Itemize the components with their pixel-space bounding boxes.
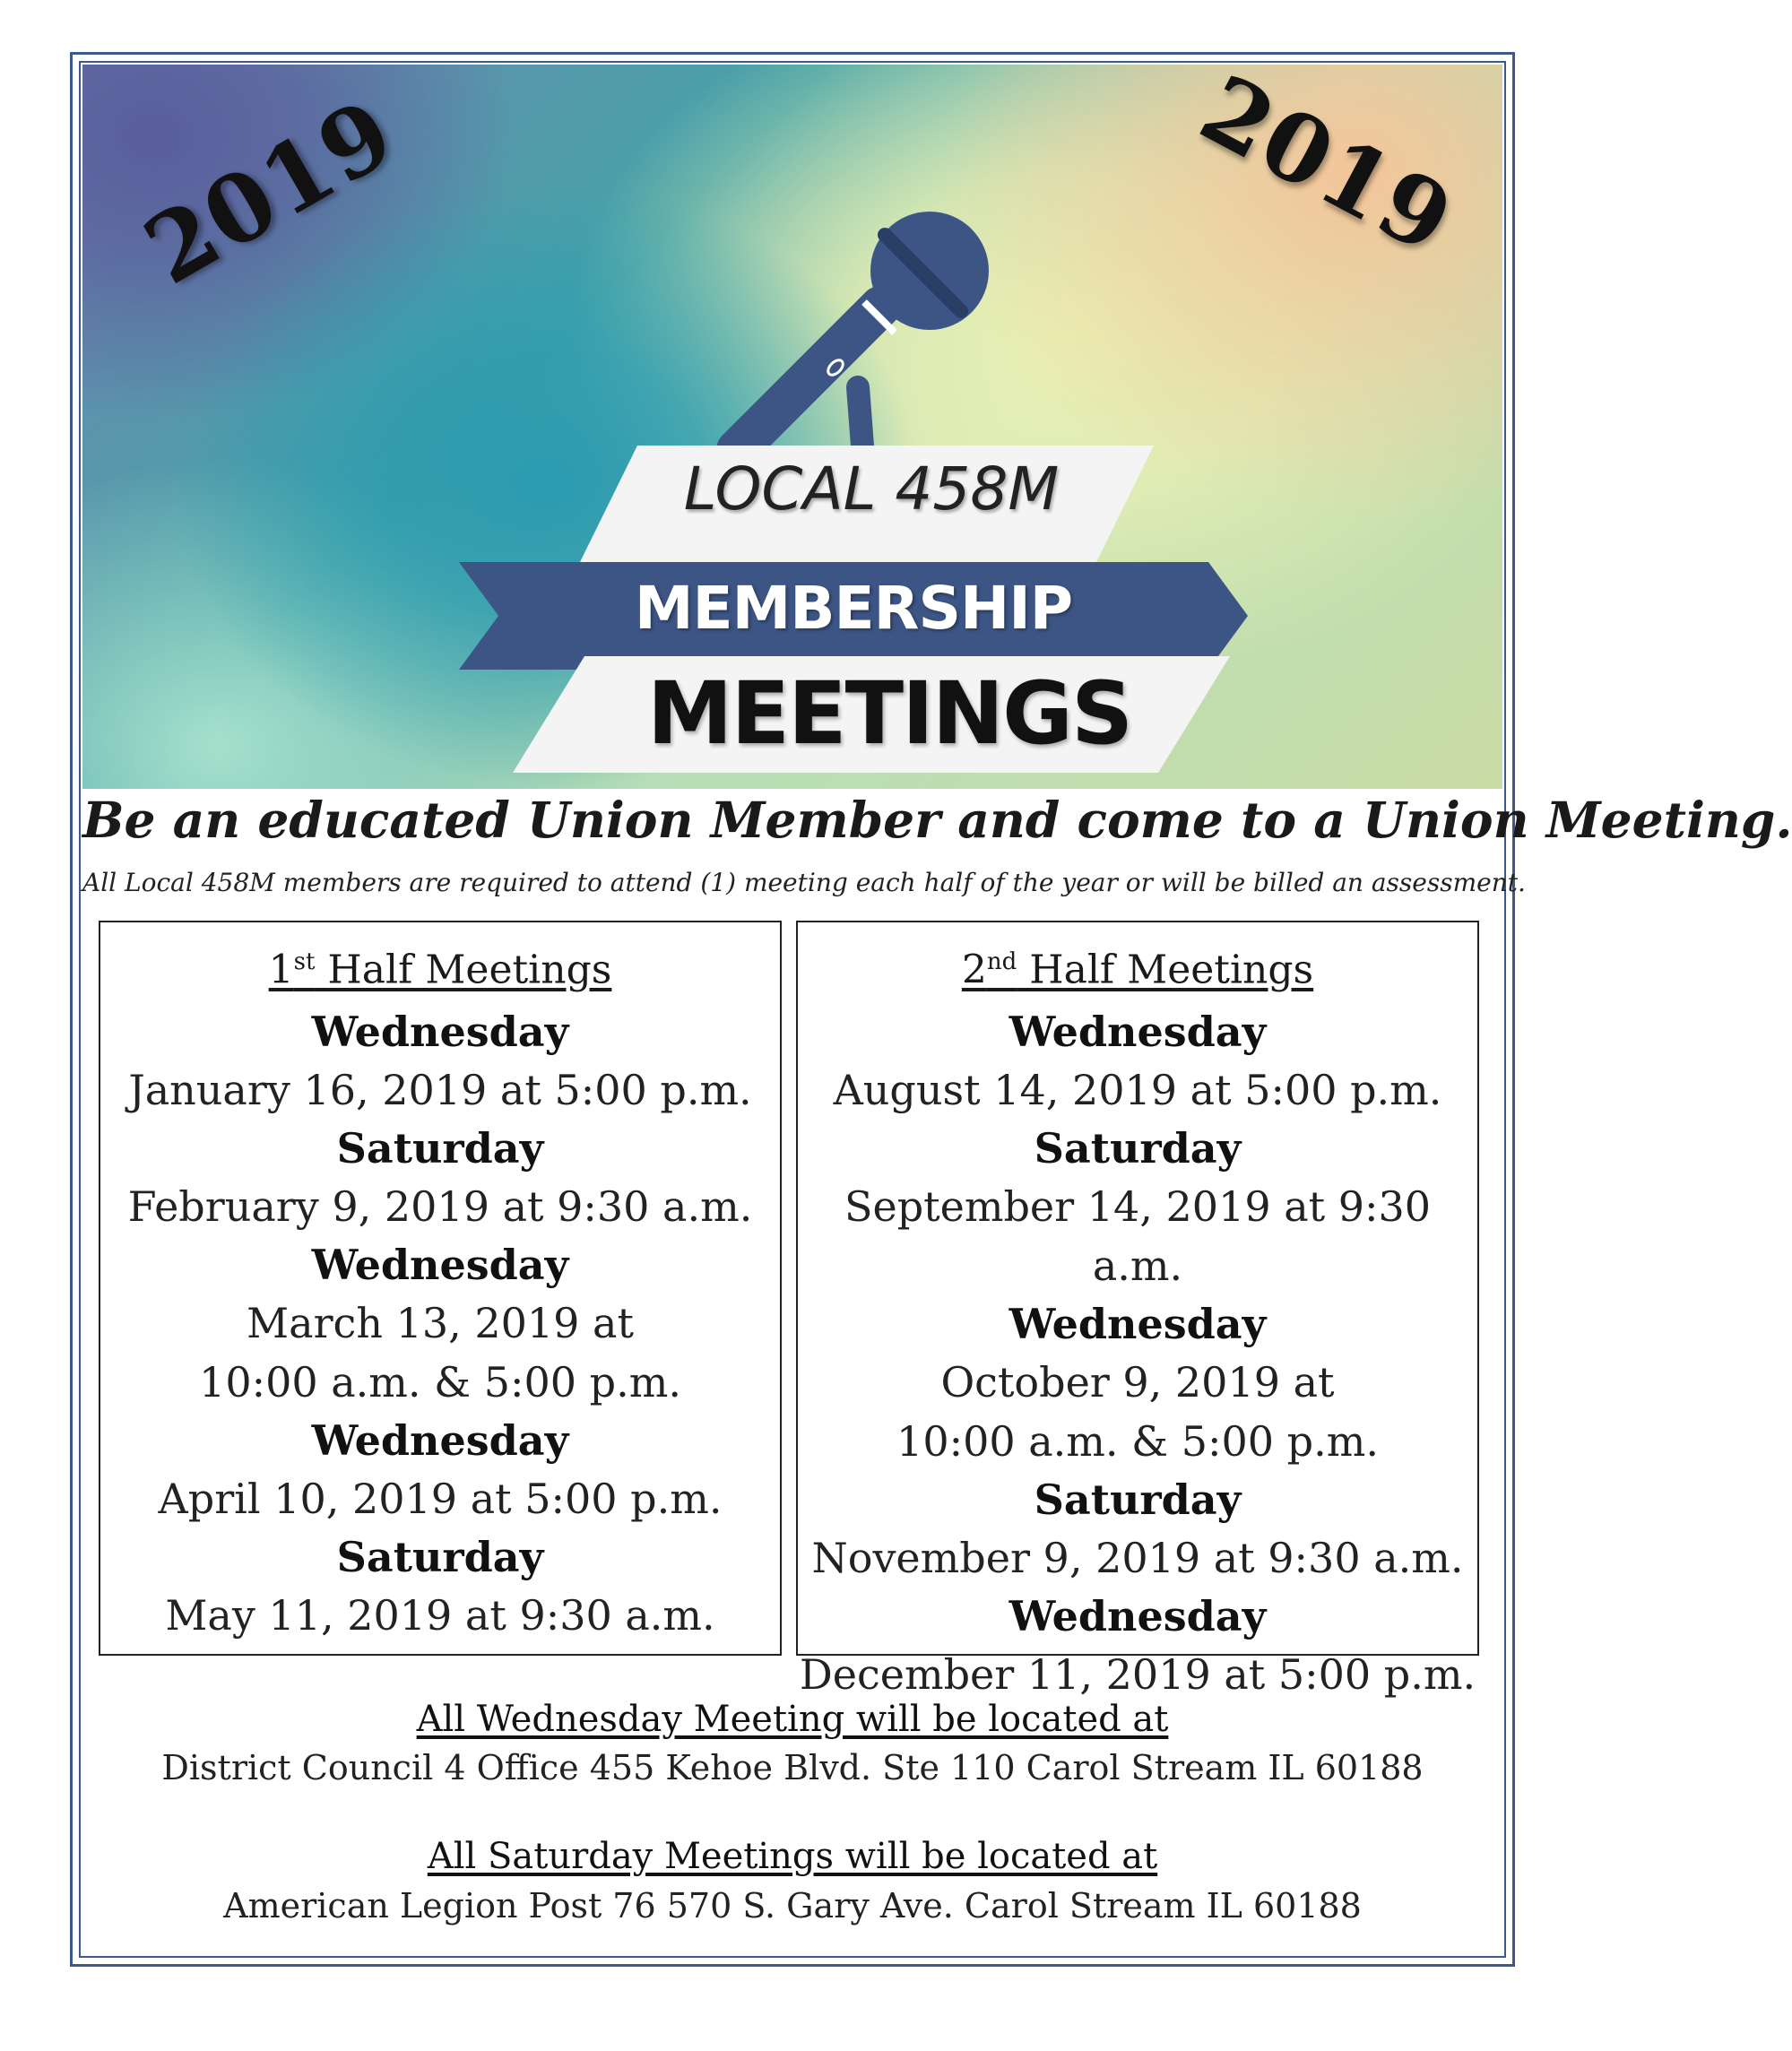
- first-half-box: [99, 921, 782, 1656]
- membership-title: MEMBERSHIP: [634, 574, 1073, 643]
- meeting-day: Wednesday: [311, 1415, 569, 1465]
- second-half-entries: [798, 1003, 1477, 1704]
- meeting-date: April 10, 2019 at 5:00 p.m.: [158, 1474, 723, 1523]
- local-title: LOCAL 458M: [683, 454, 1060, 524]
- meeting-date: February 9, 2019 at 9:30 a.m.: [127, 1181, 753, 1231]
- year-left: 2019: [126, 76, 413, 307]
- meetings-title: MEETINGS: [646, 663, 1132, 764]
- header-banner: [82, 53, 1502, 789]
- meeting-date: November 9, 2019 at 9:30 a.m.: [811, 1533, 1464, 1582]
- meeting-day: Wednesday: [1009, 1591, 1267, 1640]
- meeting-date: May 11, 2019 at 9:30 a.m.: [165, 1590, 715, 1640]
- second-half-title: 2nd Half Meetings: [961, 947, 1314, 993]
- meeting-date: March 13, 2019 at 10:00 a.m. & 5:00 p.m.: [199, 1298, 681, 1406]
- meeting-day: Saturday: [1034, 1123, 1242, 1173]
- headline: Be an educated Union Member and come to a Union Meeting.: [82, 791, 1792, 849]
- meeting-day: Wednesday: [1009, 1299, 1267, 1348]
- meeting-day: Saturday: [336, 1123, 544, 1173]
- meeting-date: October 9, 2019 at 10:00 a.m. & 5:00 p.m.: [896, 1357, 1379, 1466]
- saturday-location-heading: All Saturday Meetings will be located at: [427, 1836, 1158, 1877]
- saturday-location-address: American Legion Post 76 570 S. Gary Ave. Carol Stream IL 60188: [223, 1886, 1362, 1926]
- meeting-date: September 14, 2019 at 9:30 a.m.: [844, 1181, 1432, 1290]
- first-half-title: 1st Half Meetings: [268, 947, 612, 993]
- meeting-day: Saturday: [336, 1532, 544, 1581]
- wednesday-location-heading: All Wednesday Meeting will be located at: [416, 1699, 1169, 1740]
- meeting-day: Wednesday: [311, 1240, 569, 1289]
- meeting-day: Wednesday: [1009, 1007, 1267, 1056]
- meeting-date: August 14, 2019 at 5:00 p.m.: [833, 1065, 1442, 1114]
- meeting-day: Wednesday: [311, 1007, 569, 1056]
- meeting-day: Saturday: [1034, 1475, 1242, 1524]
- first-half-entries: [100, 1003, 780, 1645]
- year-right: 2019: [1183, 53, 1471, 276]
- meeting-date: December 11, 2019 at 5:00 p.m.: [799, 1649, 1476, 1699]
- meeting-date: January 16, 2019 at 5:00 p.m.: [128, 1065, 752, 1114]
- second-half-box: [796, 921, 1479, 1699]
- wednesday-location-address: District Council 4 Office 455 Kehoe Blvd. Ste 110 Carol Stream IL 60188: [161, 1748, 1424, 1787]
- attendance-notice: All Local 458M members are required to attend (1) meeting each half of the year or will be billed an assessment.: [82, 868, 1526, 897]
